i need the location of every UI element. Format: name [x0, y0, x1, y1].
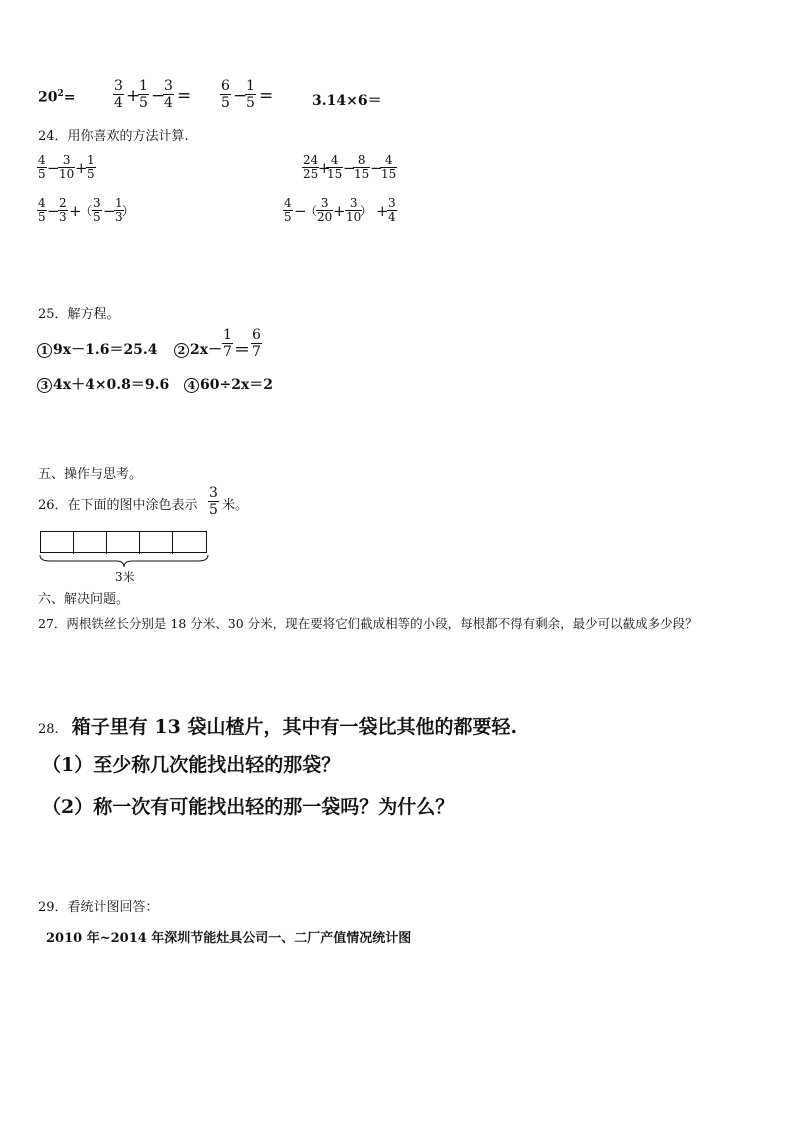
bar-cell[interactable]	[173, 532, 206, 554]
fraction: $\frac{24}{25}$	[303, 153, 319, 181]
circled-number: 4	[184, 378, 199, 393]
fraction: $\frac{3}{5}$	[93, 196, 101, 224]
equation-1: 1 9x－1.6＝25.4	[37, 339, 158, 359]
bar-diagram	[40, 531, 207, 553]
fraction: $\frac{3}{4}$	[164, 78, 173, 111]
circled-number: 1	[37, 343, 52, 358]
q27-text: 27．两根铁丝长分别是 18 分米、30 分米，现在要将它们截成相等的小段，每根都不得有剩余，最少可以截成多少段？	[38, 616, 698, 631]
q25-title: 25．解方程。	[38, 307, 120, 322]
brace-icon	[38, 554, 210, 568]
q24-title: 24．用你喜欢的方法计算.	[38, 129, 189, 144]
brace-label: 3米	[115, 570, 135, 584]
fraction: $\frac{3}{10}$	[346, 196, 362, 224]
expr-q23-4: 3.14×6＝	[312, 93, 382, 109]
fraction: $\frac{3}{20}$	[317, 196, 333, 224]
fraction: $\frac{1}{5}$	[139, 78, 148, 111]
equation-4: 4 60÷2x＝2	[184, 374, 273, 394]
bar-cell[interactable]	[74, 532, 107, 554]
circled-number: 3	[37, 378, 52, 393]
fraction: $\frac{4}{15}$	[381, 153, 397, 181]
fraction: $\frac{1}{5}$	[87, 153, 95, 181]
q28-header: 28. 箱子里有 13 袋山楂片，其中有一袋比其他的都要轻.	[38, 716, 518, 738]
section-heading: 五、操作与思考。	[38, 467, 143, 482]
fraction: $\frac{2}{3}$	[59, 196, 67, 224]
fraction: $\frac{3}{10}$	[59, 153, 75, 181]
fraction: $\frac{3}{4}$	[114, 78, 123, 111]
fraction: $\frac{4}{15}$	[327, 153, 343, 181]
chart-title: 2010 年~2014 年深圳节能灶具公司一、二厂产值情况统计图	[46, 931, 412, 946]
section-heading: 六、解决问题。	[38, 592, 130, 607]
fraction: $\frac{1}{5}$	[246, 78, 255, 111]
q29-title: 29．看统计图回答：	[38, 900, 159, 915]
q28-part-1: （1）至少称几次能找出轻的那袋？	[42, 754, 341, 776]
fraction: $\frac{4}{5}$	[284, 196, 292, 224]
bar-cell[interactable]	[140, 532, 173, 554]
fraction: $\frac{1}{7}$	[223, 327, 232, 360]
expr-20-squared: $20^2=$	[38, 89, 76, 106]
equation-3: 3 4x＋4×0.8＝9.6	[37, 374, 169, 394]
fraction: $\frac{4}{5}$	[38, 196, 46, 224]
fraction: $\frac{3}{5}$	[209, 485, 218, 518]
bar-cell[interactable]	[107, 532, 140, 554]
fraction: $\frac{8}{15}$	[354, 153, 370, 181]
q28-part-2: （2）称一次有可能找出轻的那一袋吗？为什么？	[42, 796, 455, 818]
bar-cell[interactable]	[41, 532, 74, 554]
fraction: $\frac{3}{4}$	[388, 196, 396, 224]
fraction: $\frac{4}{5}$	[38, 153, 46, 181]
fraction: $\frac{6}{7}$	[252, 327, 261, 360]
fraction: $\frac{6}{5}$	[221, 78, 230, 111]
fraction: $\frac{1}{3}$	[115, 196, 123, 224]
circled-number: 2	[174, 343, 189, 358]
